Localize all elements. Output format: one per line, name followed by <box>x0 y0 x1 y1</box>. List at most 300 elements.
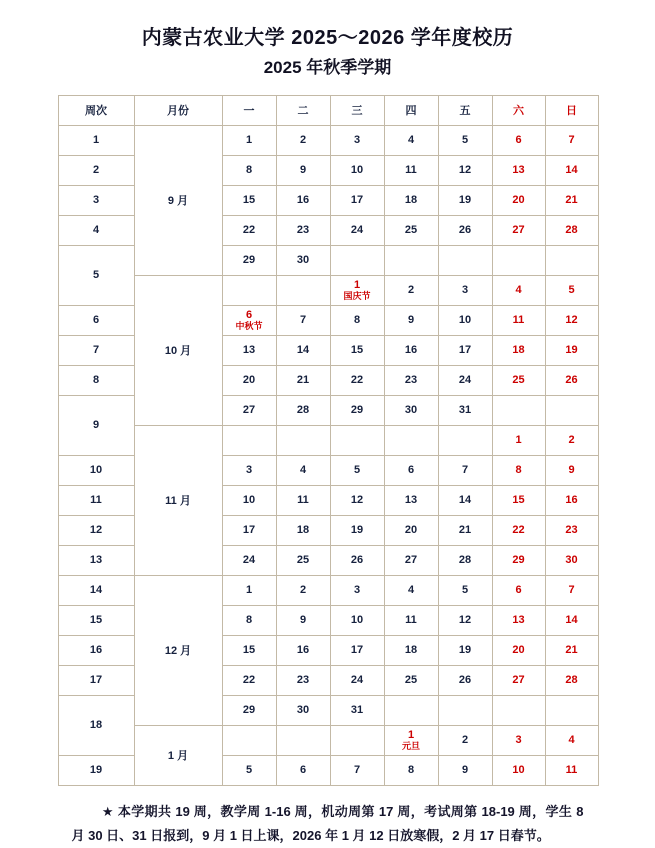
day-number: 27 <box>404 553 418 566</box>
day-number: 21 <box>565 193 578 206</box>
week-number-cell: 6 <box>58 305 134 335</box>
day-cell <box>222 455 276 485</box>
day-number: 2 <box>407 283 415 296</box>
day-number: 7 <box>568 583 575 596</box>
day-cell <box>545 545 598 575</box>
day-number: 16 <box>565 493 578 506</box>
day-number: 6 <box>299 763 307 776</box>
day-number: 9 <box>299 163 307 176</box>
day-cell <box>276 245 330 275</box>
day-cell-empty <box>222 425 276 455</box>
day-cell <box>276 515 330 545</box>
day-number: 15 <box>242 643 256 656</box>
day-cell <box>438 515 492 545</box>
day-number: 19 <box>458 193 472 206</box>
column-header-thu: 四 <box>384 95 438 125</box>
day-cell <box>276 605 330 635</box>
day-cell <box>384 185 438 215</box>
day-number: 27 <box>242 403 256 416</box>
day-number: 1 <box>245 133 253 146</box>
day-cell <box>330 305 384 335</box>
day-cell <box>330 335 384 365</box>
day-cell <box>222 215 276 245</box>
week-number-cell: 7 <box>58 335 134 365</box>
day-number: 17 <box>350 643 364 656</box>
day-cell <box>222 575 276 605</box>
day-number: 17 <box>350 193 364 206</box>
day-cell <box>276 305 330 335</box>
day-number: 31 <box>458 403 472 416</box>
day-number: 9 <box>568 463 575 476</box>
day-cell <box>222 485 276 515</box>
day-cell <box>384 125 438 155</box>
day-cell <box>438 335 492 365</box>
day-cell <box>438 395 492 425</box>
day-cell <box>276 365 330 395</box>
day-number: 13 <box>512 163 525 176</box>
day-cell-empty <box>492 395 545 425</box>
footnote <box>72 800 584 848</box>
month-label-cell: 1 月 <box>134 725 222 785</box>
day-cell <box>545 335 598 365</box>
day-cell <box>438 755 492 785</box>
table-row <box>58 275 598 305</box>
day-cell <box>276 185 330 215</box>
day-number: 15 <box>350 343 364 356</box>
day-cell <box>222 185 276 215</box>
day-number: 10 <box>242 493 256 506</box>
day-number: 7 <box>353 763 361 776</box>
day-cell <box>276 125 330 155</box>
month-label-cell: 9 月 <box>134 125 222 275</box>
day-number: 25 <box>512 373 525 386</box>
month-label-cell: 10 月 <box>134 275 222 425</box>
day-cell <box>330 575 384 605</box>
day-number: 6 <box>515 583 522 596</box>
holiday-label: 中秋节 <box>235 320 263 331</box>
day-cell <box>492 335 545 365</box>
day-number: 20 <box>404 523 418 536</box>
day-number: 24 <box>350 673 364 686</box>
day-number: 2 <box>568 433 575 446</box>
day-cell <box>438 575 492 605</box>
day-cell <box>492 185 545 215</box>
day-cell-empty <box>492 695 545 725</box>
week-number-cell: 13 <box>58 545 134 575</box>
day-cell-empty <box>276 425 330 455</box>
day-cell <box>222 545 276 575</box>
day-cell <box>222 665 276 695</box>
holiday-label: 元旦 <box>401 740 420 751</box>
day-number: 13 <box>242 343 256 356</box>
day-cell <box>492 545 545 575</box>
column-header-week: 周次 <box>58 95 134 125</box>
day-cell-empty <box>438 695 492 725</box>
day-number: 31 <box>350 703 364 716</box>
calendar-table-wrap <box>58 95 598 786</box>
day-number: 25 <box>296 553 310 566</box>
day-number: 15 <box>242 193 256 206</box>
day-cell <box>330 275 384 305</box>
day-number: 22 <box>242 673 256 686</box>
day-number: 11 <box>565 763 578 776</box>
day-cell <box>330 365 384 395</box>
week-number-cell: 8 <box>58 365 134 395</box>
day-number: 7 <box>299 313 307 326</box>
day-cell <box>384 515 438 545</box>
day-cell-empty <box>384 245 438 275</box>
day-cell <box>384 365 438 395</box>
day-cell <box>438 215 492 245</box>
day-cell <box>384 725 438 755</box>
week-number-cell: 5 <box>58 245 134 305</box>
week-number-cell: 2 <box>58 155 134 185</box>
academic-calendar-table <box>58 95 599 786</box>
column-header-month: 月份 <box>134 95 222 125</box>
day-cell <box>545 215 598 245</box>
day-number: 10 <box>350 613 364 626</box>
day-number: 9 <box>299 613 307 626</box>
day-number: 15 <box>512 493 525 506</box>
day-cell-empty <box>545 395 598 425</box>
day-cell <box>545 575 598 605</box>
day-cell <box>330 455 384 485</box>
day-number: 6 <box>407 463 415 476</box>
day-number: 14 <box>565 163 578 176</box>
day-number: 5 <box>461 583 469 596</box>
day-cell <box>222 605 276 635</box>
day-number: 29 <box>242 703 256 716</box>
day-number: 24 <box>458 373 472 386</box>
day-number: 20 <box>512 643 525 656</box>
day-number: 21 <box>458 523 472 536</box>
table-row <box>58 725 598 755</box>
column-header-sat: 六 <box>492 95 545 125</box>
day-cell <box>438 605 492 635</box>
day-number: 26 <box>350 553 364 566</box>
day-number: 19 <box>565 343 578 356</box>
day-number: 16 <box>296 643 310 656</box>
calendar-body <box>58 125 598 785</box>
day-cell <box>545 305 598 335</box>
day-cell <box>384 305 438 335</box>
day-number: 11 <box>405 613 417 626</box>
day-cell <box>222 305 276 335</box>
day-number: 19 <box>458 643 472 656</box>
day-number: 5 <box>568 283 575 296</box>
day-cell <box>545 485 598 515</box>
day-cell <box>276 635 330 665</box>
day-number: 29 <box>242 253 256 266</box>
day-number: 3 <box>515 733 522 746</box>
day-number: 24 <box>350 223 364 236</box>
day-cell <box>384 605 438 635</box>
day-cell <box>276 215 330 245</box>
table-row <box>58 425 598 455</box>
day-number: 5 <box>353 463 361 476</box>
day-number: 2 <box>461 733 469 746</box>
day-cell-empty <box>276 275 330 305</box>
day-number: 8 <box>353 313 361 326</box>
day-cell <box>438 635 492 665</box>
day-cell <box>438 305 492 335</box>
day-number: 5 <box>245 763 253 776</box>
day-number: 28 <box>458 553 472 566</box>
day-number: 7 <box>568 133 575 146</box>
week-number-cell: 19 <box>58 755 134 785</box>
week-number-cell: 12 <box>58 515 134 545</box>
day-cell <box>276 155 330 185</box>
day-cell <box>384 155 438 185</box>
day-cell <box>330 395 384 425</box>
day-cell <box>384 665 438 695</box>
day-cell <box>492 215 545 245</box>
day-number: 22 <box>242 223 256 236</box>
day-number: 3 <box>245 463 253 476</box>
day-number: 1 <box>245 583 253 596</box>
week-number-cell: 18 <box>58 695 134 755</box>
day-number: 25 <box>404 223 418 236</box>
day-number: 2 <box>299 583 307 596</box>
day-cell-empty <box>330 725 384 755</box>
day-number: 11 <box>512 313 525 326</box>
day-number: 22 <box>350 373 364 386</box>
footnote-star-icon: ★ <box>101 803 114 819</box>
day-cell-empty <box>545 695 598 725</box>
day-cell-empty <box>276 725 330 755</box>
day-cell <box>492 755 545 785</box>
day-cell <box>222 155 276 185</box>
day-cell <box>492 275 545 305</box>
day-cell <box>330 695 384 725</box>
day-number: 5 <box>461 133 469 146</box>
day-cell <box>492 425 545 455</box>
day-cell <box>492 305 545 335</box>
table-row <box>58 125 598 155</box>
day-cell <box>545 425 598 455</box>
day-number: 17 <box>242 523 256 536</box>
day-cell-empty <box>330 425 384 455</box>
month-label-cell: 12 月 <box>134 575 222 725</box>
day-number: 28 <box>565 673 578 686</box>
day-number: 28 <box>296 403 310 416</box>
day-number: 18 <box>404 643 418 656</box>
day-number: 12 <box>350 493 364 506</box>
day-cell <box>276 395 330 425</box>
day-cell <box>492 365 545 395</box>
day-cell <box>545 455 598 485</box>
day-cell <box>330 125 384 155</box>
day-number: 8 <box>515 463 522 476</box>
day-cell <box>222 635 276 665</box>
day-cell <box>276 665 330 695</box>
day-cell <box>545 755 598 785</box>
day-cell <box>384 215 438 245</box>
day-number: 28 <box>565 223 578 236</box>
day-number: 12 <box>565 313 578 326</box>
day-cell <box>492 605 545 635</box>
day-number: 12 <box>458 613 472 626</box>
week-number-cell: 1 <box>58 125 134 155</box>
day-cell <box>545 725 598 755</box>
day-number: 8 <box>407 763 415 776</box>
day-number: 9 <box>407 313 415 326</box>
day-number: 3 <box>353 583 361 596</box>
day-number: 17 <box>458 343 472 356</box>
day-cell-empty <box>438 425 492 455</box>
column-header-fri: 五 <box>438 95 492 125</box>
day-number: 10 <box>458 313 472 326</box>
day-cell <box>222 395 276 425</box>
page-header <box>0 0 655 81</box>
day-cell <box>438 545 492 575</box>
week-number-cell: 17 <box>58 665 134 695</box>
day-cell <box>492 665 545 695</box>
day-number: 10 <box>350 163 364 176</box>
month-label-cell: 11 月 <box>134 425 222 575</box>
day-number: 3 <box>353 133 361 146</box>
day-cell <box>330 515 384 545</box>
day-cell <box>222 515 276 545</box>
table-header-row <box>58 95 598 125</box>
day-cell <box>438 155 492 185</box>
day-cell <box>330 605 384 635</box>
day-number: 16 <box>296 193 310 206</box>
day-cell <box>438 125 492 155</box>
day-cell <box>438 455 492 485</box>
day-number: 1 <box>407 729 415 741</box>
week-number-cell: 9 <box>58 395 134 455</box>
day-cell <box>384 455 438 485</box>
day-number: 16 <box>404 343 418 356</box>
day-number: 30 <box>296 703 310 716</box>
week-number-cell: 10 <box>58 455 134 485</box>
day-cell <box>492 125 545 155</box>
day-number: 19 <box>350 523 364 536</box>
day-number: 18 <box>512 343 525 356</box>
day-number: 26 <box>458 673 472 686</box>
day-number: 13 <box>512 613 525 626</box>
day-cell <box>492 575 545 605</box>
day-number: 23 <box>296 673 310 686</box>
day-number: 1 <box>353 279 361 291</box>
day-number: 8 <box>245 163 253 176</box>
day-number: 23 <box>296 223 310 236</box>
day-number: 29 <box>512 553 525 566</box>
day-cell <box>384 485 438 515</box>
day-number: 27 <box>512 673 525 686</box>
day-cell <box>384 275 438 305</box>
day-cell <box>222 365 276 395</box>
day-number: 22 <box>512 523 525 536</box>
day-number: 9 <box>461 763 469 776</box>
day-number: 26 <box>565 373 578 386</box>
day-number: 4 <box>407 583 415 596</box>
day-cell-empty <box>492 245 545 275</box>
day-number: 14 <box>565 613 578 626</box>
day-cell <box>545 605 598 635</box>
day-cell <box>492 485 545 515</box>
page-title: 内蒙古农业大学 2025～2026 学年度校历 <box>141 27 514 49</box>
day-cell-empty <box>384 425 438 455</box>
day-number: 30 <box>404 403 418 416</box>
day-cell <box>545 155 598 185</box>
day-number: 20 <box>512 193 525 206</box>
day-cell <box>276 575 330 605</box>
day-number: 6 <box>245 309 253 321</box>
day-number: 8 <box>245 613 253 626</box>
day-cell-empty <box>384 695 438 725</box>
day-cell <box>276 485 330 515</box>
day-cell <box>276 455 330 485</box>
day-cell <box>438 185 492 215</box>
day-number: 10 <box>512 763 525 776</box>
day-cell <box>384 395 438 425</box>
day-cell <box>222 335 276 365</box>
day-number: 11 <box>297 493 309 506</box>
day-cell <box>438 365 492 395</box>
day-number: 30 <box>296 253 310 266</box>
day-cell <box>492 725 545 755</box>
day-number: 7 <box>461 463 469 476</box>
day-number: 24 <box>242 553 256 566</box>
table-row <box>58 575 598 605</box>
day-cell <box>384 575 438 605</box>
day-number: 21 <box>296 373 310 386</box>
day-cell <box>276 335 330 365</box>
day-number: 14 <box>458 493 472 506</box>
day-cell <box>330 185 384 215</box>
day-cell <box>438 725 492 755</box>
day-cell <box>545 665 598 695</box>
day-number: 11 <box>405 163 417 176</box>
day-cell-empty <box>438 245 492 275</box>
day-cell <box>545 185 598 215</box>
day-cell <box>330 545 384 575</box>
day-cell <box>276 755 330 785</box>
day-cell-empty <box>222 275 276 305</box>
day-number: 4 <box>407 133 415 146</box>
day-cell <box>384 545 438 575</box>
day-cell-empty <box>222 725 276 755</box>
day-cell <box>492 515 545 545</box>
day-cell <box>222 125 276 155</box>
day-cell <box>330 485 384 515</box>
day-cell <box>330 215 384 245</box>
day-number: 21 <box>565 643 578 656</box>
day-number: 12 <box>458 163 472 176</box>
day-number: 25 <box>404 673 418 686</box>
day-cell <box>438 665 492 695</box>
day-cell <box>384 635 438 665</box>
day-number: 30 <box>565 553 578 566</box>
day-cell <box>545 125 598 155</box>
day-number: 20 <box>242 373 256 386</box>
day-number: 2 <box>299 133 307 146</box>
day-number: 23 <box>565 523 578 536</box>
day-cell <box>492 155 545 185</box>
column-header-tue: 二 <box>276 95 330 125</box>
day-cell <box>492 455 545 485</box>
day-cell <box>545 635 598 665</box>
column-header-sun: 日 <box>545 95 598 125</box>
day-cell <box>384 755 438 785</box>
week-number-cell: 16 <box>58 635 134 665</box>
day-cell <box>330 155 384 185</box>
footnote-text: 本学期共 19 周，教学周 1-16 周，机动周第 17 周，考试周第 18-19 周，学生 8 月 30 日、31 日报到，9 月 1 日上课，2026 年 1 月 12 日放寒假，2 月 17 日春节。 <box>71 803 584 843</box>
page-subtitle: 2025 年秋季学期 <box>263 58 392 77</box>
week-number-cell: 3 <box>58 185 134 215</box>
